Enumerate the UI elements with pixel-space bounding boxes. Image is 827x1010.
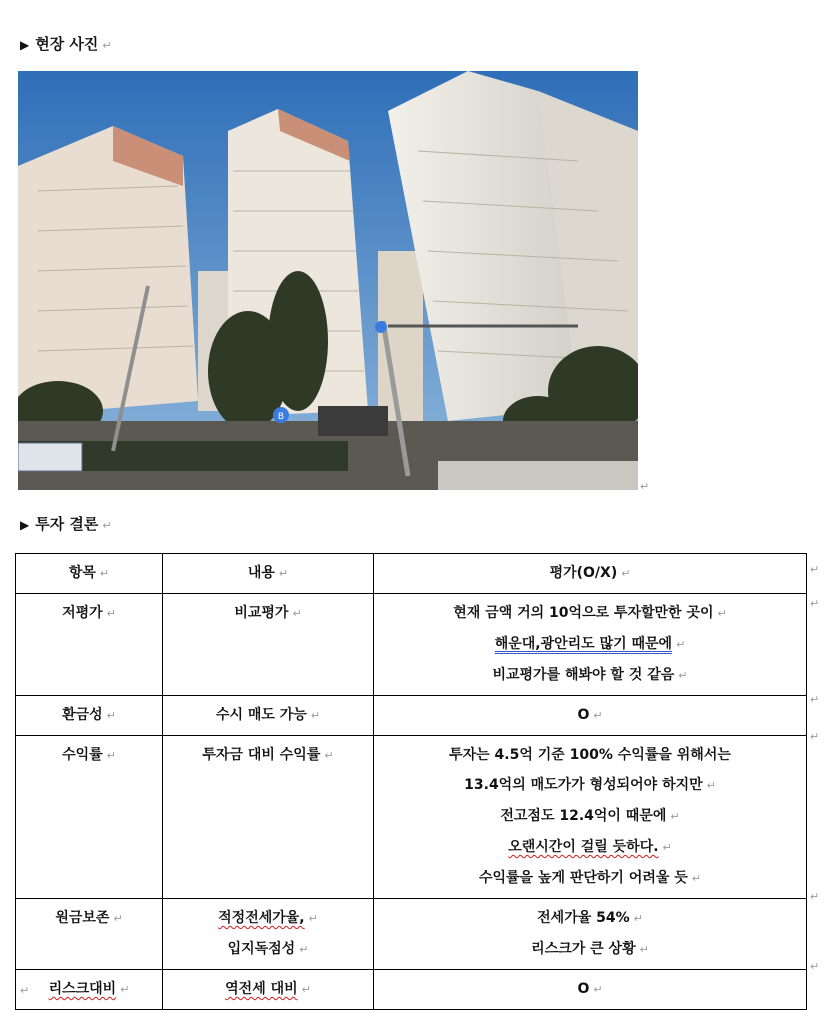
paragraph-mark: ↵	[102, 519, 112, 532]
paragraph-mark: ↵	[20, 984, 30, 997]
heading-text: 투자 결론	[35, 515, 99, 533]
triangle-bullet-icon: ▶	[20, 38, 30, 52]
row-end-mark: ↵	[810, 730, 820, 743]
map-marker-icon-2	[375, 321, 387, 333]
row-eval: 현재 금액 거의 10억으로 투자할만한 곳이 ↵ 해운대,광안리도 많기 때문에 ↵ 비교평가를 해봐야 할 것 같음 ↵	[374, 594, 807, 696]
table-row	[16, 970, 807, 1010]
investment-conclusion-table	[15, 553, 807, 1010]
section-heading-photos	[20, 33, 112, 54]
table-row	[16, 736, 807, 899]
road	[438, 461, 638, 490]
table-row	[16, 696, 807, 736]
row-eval: 전세가율 54% ↵ 리스크가 큰 상황 ↵	[374, 899, 807, 970]
apartment-photo-illustration	[18, 71, 638, 490]
header-eval: 평가(O/X) ↵	[374, 554, 807, 594]
row-eval: O ↵	[374, 696, 807, 736]
row-content: 수시 매도 가능 ↵	[163, 696, 374, 736]
banner	[18, 443, 82, 471]
header-item: 항목 ↵	[16, 554, 163, 594]
row-end-mark: ↵	[810, 563, 820, 576]
map-marker-label: B	[277, 412, 285, 422]
paragraph-mark: ↵	[102, 39, 112, 52]
section-heading-conclusion	[20, 513, 112, 534]
row-item: 환금성 ↵	[16, 696, 163, 736]
row-end-mark: ↵	[810, 890, 820, 903]
row-content: 역전세 대비 ↵	[163, 970, 374, 1010]
row-eval: O ↵	[374, 970, 807, 1010]
table-row	[16, 594, 807, 696]
row-item: 리스크대비 ↵	[16, 970, 163, 1010]
row-item: 저평가 ↵	[16, 594, 163, 696]
table-header-row	[16, 554, 807, 594]
row-end-mark: ↵	[810, 693, 820, 706]
triangle-bullet-icon: ▶	[20, 518, 30, 532]
row-end-mark: ↵	[810, 960, 820, 973]
row-content: 적정전세가율, ↵ 입지독점성 ↵	[163, 899, 374, 970]
row-content: 투자금 대비 수익률 ↵	[163, 736, 374, 899]
row-eval: 투자는 4.5억 기준 100% 수익률을 위해서는 13.4억의 매도가가 형성되어야 하지만 ↵ 전고점도 12.4억이 때문에 ↵ 오랜시간이 걸릴 듯하다. ↵ 수익률을 높게 판단하기 어려울 듯 ↵	[374, 736, 807, 899]
gate	[318, 406, 388, 436]
table-row	[16, 899, 807, 970]
heading-text: 현장 사진	[35, 35, 99, 53]
paragraph-mark: ↵	[640, 480, 650, 493]
row-content: 비교평가 ↵	[163, 594, 374, 696]
row-item: 수익률 ↵	[16, 736, 163, 899]
row-item: 원금보존 ↵	[16, 899, 163, 970]
header-content: 내용 ↵	[163, 554, 374, 594]
row-end-mark: ↵	[810, 597, 820, 610]
site-photo	[18, 71, 638, 490]
